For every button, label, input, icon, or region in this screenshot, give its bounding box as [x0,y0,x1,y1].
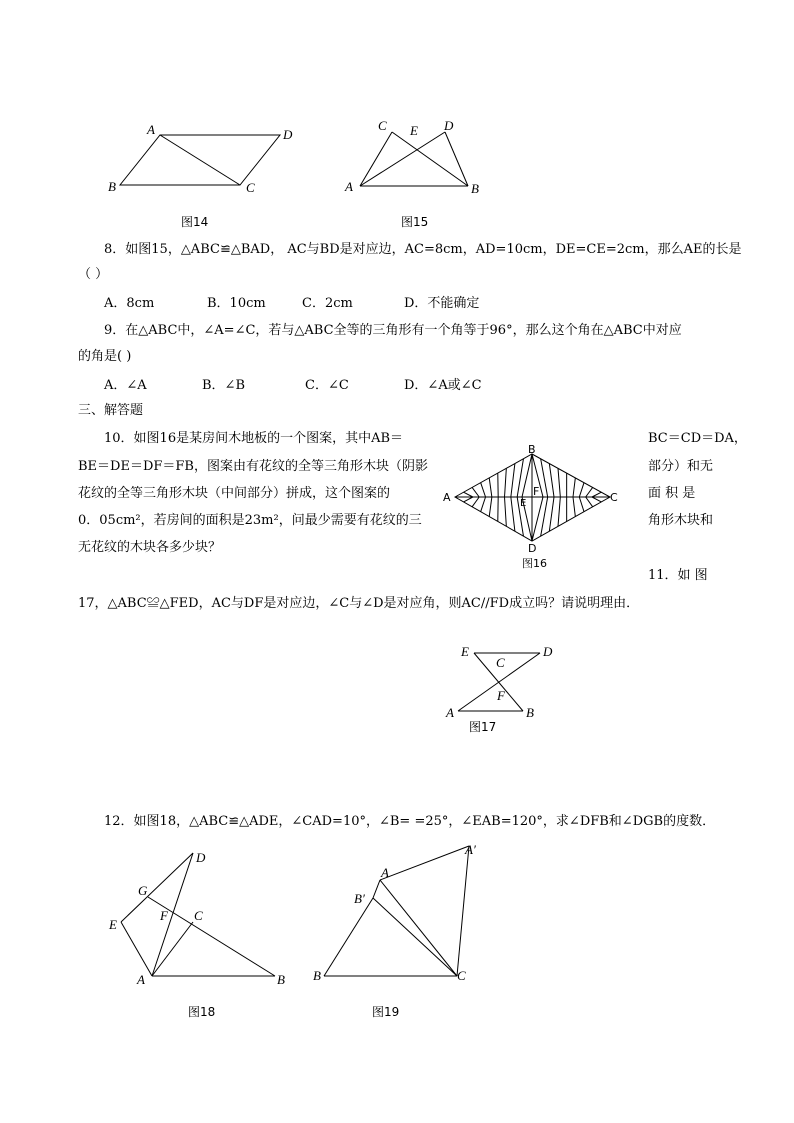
fig16-caption: 图16 [522,557,547,570]
q9-stem-line1: 9．在△ABC中，∠A=∠C，若与△ABC全等的三角形有一个角等于96°，那么这个角在△ABC中对应 [104,323,682,338]
fig19-aa1 [380,846,469,880]
fig14-label-d: D [283,127,293,142]
fig15-label-c: C [378,118,387,133]
q8-option-d: D．不能确定 [404,296,480,311]
fig17-label-a: A [446,705,454,720]
fig17-label-e: E [461,644,469,659]
fig19-label-a1: A′ [465,842,476,857]
fig14-label-b: B [108,179,116,194]
q10-line2-right: 部分）和无 [648,459,714,474]
q10-line1-left: 10．如图16是某房间木地板的一个图案，其中AB＝ [104,431,404,446]
fig19-label-b: B [313,968,321,983]
q10-line5-left: 无花纹的木块各多少块？ [78,540,222,555]
fig19-label-c: C [457,968,466,983]
fig19-bb1 [324,898,373,976]
fig15-caption: 图15 [401,215,429,229]
q10-line3-left: 花纹的全等三角形木块（中间部分）拼成，这个图案的 [78,486,391,501]
fig17-label-f: F [497,688,505,703]
fig14-label-c: C [246,180,255,195]
q8-option-a: A．8cm [104,296,155,311]
fig16-label-a: A [443,491,451,504]
fig17-caption: 图17 [469,720,497,734]
q9-option-d: D．∠A或∠C [404,378,482,393]
q9-option-c: C．∠C [305,378,349,393]
fig17-label-b: B [526,705,534,720]
fig18-label-f: F [160,908,168,923]
fig15-label-a: A [345,179,353,194]
fig18-label-d: D [196,850,206,865]
fig18-label-b: B [277,972,285,987]
fig14-label-a: A [147,122,155,137]
fig19-b1a [373,880,380,898]
q10-line3-right: 面 积 是 [648,486,696,501]
fig16-label-c: C [610,491,618,504]
fig16-label-d: D [528,542,537,555]
fig19-b1c [373,898,457,976]
fig15-label-d: D [444,118,454,133]
fig19-a1c [457,846,469,976]
fig17-label-c: C [496,655,505,670]
fig19-label-b1: B′ [354,891,365,906]
q8-stem-line1: 8．如图15，△ABC≌△BAD， AC与BD是对应边，AC=8cm，AD=10cm，DE=CE=2cm，那么AE的长是 [104,242,742,257]
q9-stem-line2: 的角是( ) [78,349,132,364]
fig15-label-b: B [471,181,479,196]
fig19-ac [380,880,457,976]
q11-line2: 17，△ABC≌△FED，AC与DF是对应边，∠C与∠D是对应角，则AC//FD成立吗？请说明理由． [78,596,640,611]
fig14-caption: 图14 [181,215,209,229]
fig18-label-g: G [138,883,148,898]
fig16-label-b: B [528,443,536,456]
q12-stem: 12．如图18，△ABC≌△ADE，∠CAD=10°，∠B= =25°，∠EAB=120°，求∠DFB和∠DGB的度数． [104,814,716,829]
q8-option-b: B．10cm [207,296,266,311]
q10-line2-left: BE＝DE＝DF＝FB，图案由有花纹的全等三角形木块（阴影 [78,459,428,474]
fig18-label-e: E [109,917,117,932]
fig19-caption: 图19 [372,1005,400,1019]
fig18-label-a: A [137,972,145,987]
q8-option-c: C．2cm [302,296,353,311]
section-3-title: 三、解答题 [78,403,144,418]
q10-line4-left: 0．05cm²，若房间的面积是23m²，问最少需要有花纹的三 [78,513,422,528]
fig16-label-f: F [533,485,540,498]
q9-option-b: B．∠B [202,378,245,393]
fig18-label-c: C [194,908,203,923]
fig18-caption: 图18 [188,1005,216,1019]
fig19-label-a: A [381,865,389,880]
fig16-label-e: E [520,498,527,509]
q10-line4-right: 角形木块和 [648,513,714,528]
fig17-label-d: D [543,644,553,659]
q10-line1-right: BC＝CD＝DA， [648,431,747,446]
fig15-label-e: E [410,123,418,138]
q9-option-a: A．∠A [104,378,147,393]
q8-stem-line2: （ ） [78,267,109,282]
q11-line1-right: 11．如 图 [648,568,708,583]
